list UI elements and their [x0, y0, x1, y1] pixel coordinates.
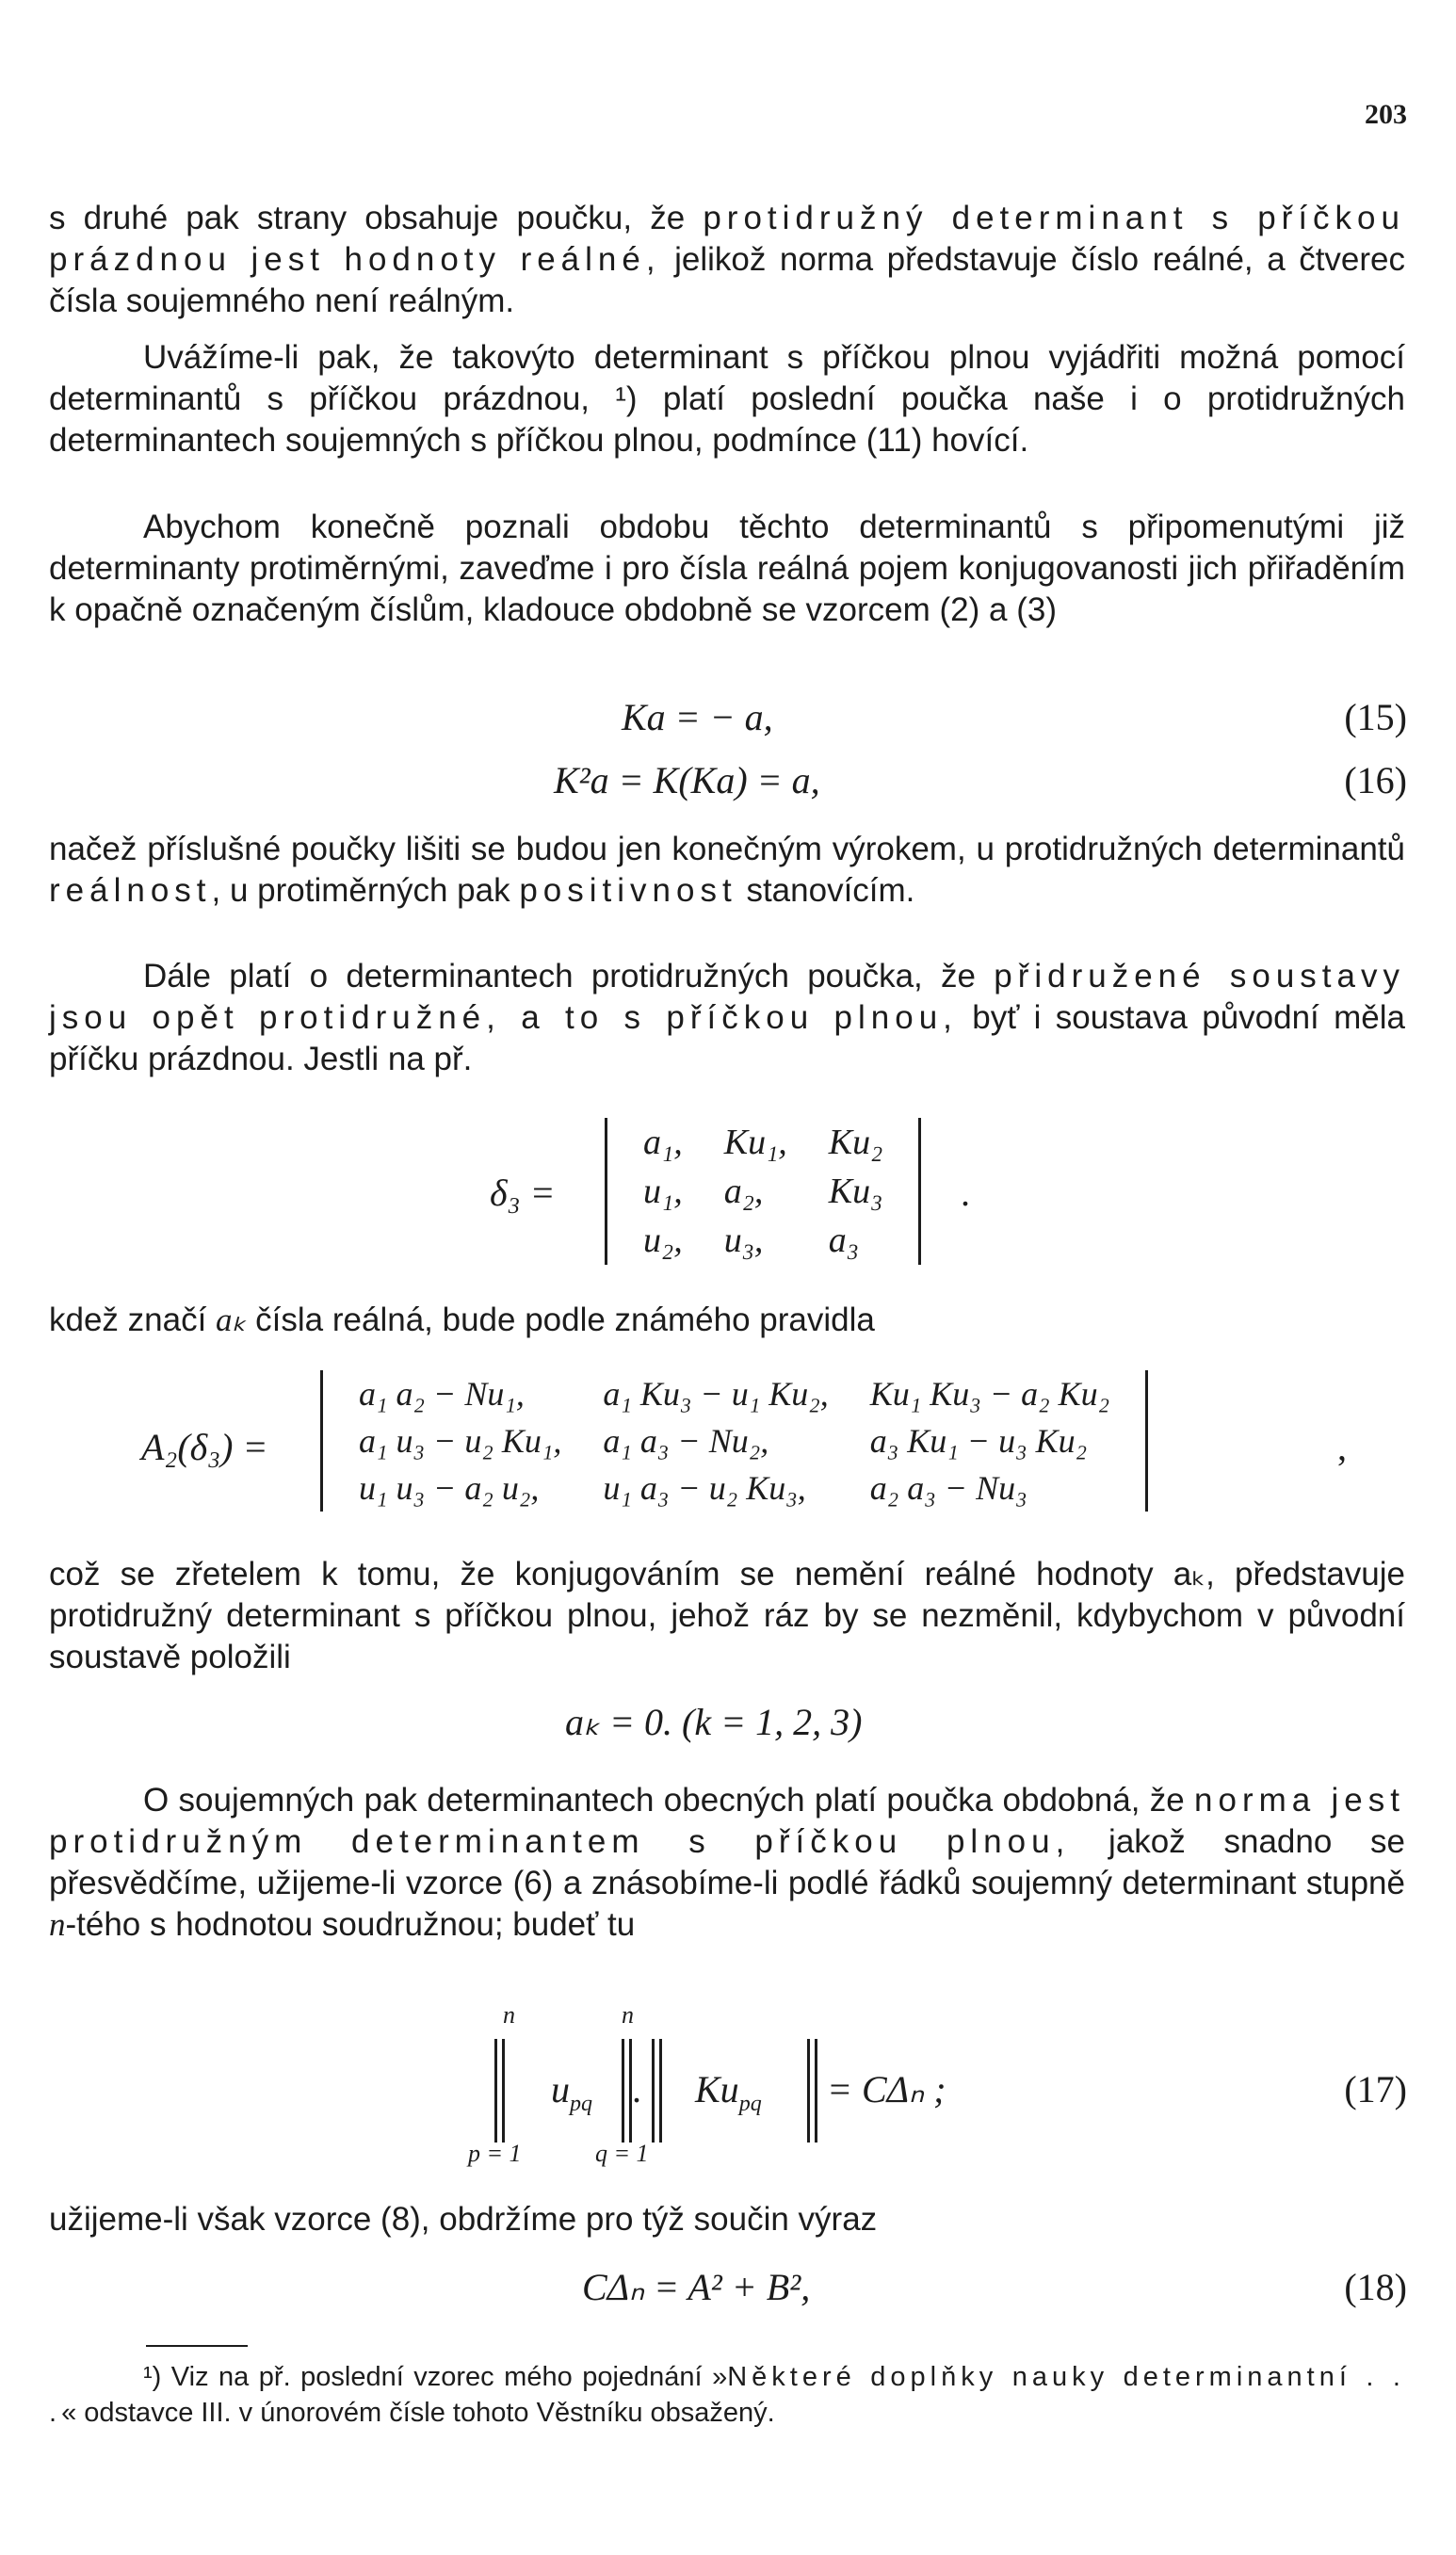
para5-spaced-emphasis: přidružené soustavy jsou opět protidružné, a to s příčkou plnou,: [49, 958, 1405, 1036]
para8-symbol-n: n: [49, 1906, 66, 1943]
paragraph-7: [49, 1554, 1405, 1678]
eq17-lower-2: q = 1: [595, 2140, 649, 2167]
det2-cell: u₁ a₃ − u₂ Ku₃,: [603, 1469, 806, 1507]
eq17-inner-1-sub: pq: [570, 2092, 592, 2116]
det2-cell: u₁ u₃ − a₂ u₂,: [359, 1469, 540, 1507]
det2-cell: a₃ Ku₁ − u₃ Ku₂: [869, 1422, 1088, 1460]
para9-text: užijeme-li však vzorce (8), obdržíme pro týž součin výraz: [49, 2201, 878, 2238]
det1-cell: Ku₂: [828, 1123, 883, 1162]
paragraph-3: [49, 507, 1405, 631]
para2-text: Uvážíme-li pak, že takovýto determinant s příčkou plnou vyjádřiti možná pomocí determinantů s příčkou prázdnou, ¹) platí poslední poučka naše i o protidružných determinantech soujemných s příčkou plnou, podmínce (11) hovící.: [49, 339, 1405, 459]
equation-18: CΔₙ = A² + B²,: [582, 2266, 811, 2308]
footnote-rule: [146, 2345, 248, 2347]
para8-text-c: jakož snadno se přesvědčíme, užijeme-li vzorce (6) a znásobíme-li podlé řádků soujemný determinant stupně: [49, 1823, 1406, 1901]
det1-cell: a₂,: [723, 1172, 764, 1211]
det2-cell: a₁ Ku₃ − u₁ Ku₂,: [603, 1375, 829, 1413]
para7-text: což se zřetelem k tomu, že konjugováním se nemění reálné hodnoty aₖ, představuje protidružný determinant s příčkou plnou, jehož ráz by se nezměnil, kdybychom v původní soustavě položili: [49, 1556, 1405, 1675]
para4-text-e: stanovícím.: [736, 872, 915, 909]
paragraph-2: [49, 337, 1405, 461]
equation-16: K²a = K(Ka) = a,: [554, 759, 820, 801]
equation-18-number: (18): [1344, 2266, 1407, 2308]
det1-lhs: δ₃ =: [490, 1172, 556, 1214]
paragraph-4: [49, 829, 1405, 912]
det1-cell: Ku₃: [828, 1172, 883, 1211]
eq17-upper-2: n: [622, 2001, 634, 2029]
det2-row: [338, 1370, 1130, 1417]
para8-text-e: -tého s hodnotou soudružnou; budeť tu: [65, 1906, 636, 1943]
footnote: [49, 2359, 1405, 2431]
equation-17-number: (17): [1344, 2068, 1407, 2110]
eq17-dot: .: [632, 2068, 641, 2110]
eq17-lower-1: p = 1: [468, 2140, 522, 2167]
para4-spaced-positivnost: positivnost: [519, 872, 737, 909]
eq17-inner-1-base: u: [551, 2068, 570, 2110]
det1-cell: a₁,: [643, 1123, 683, 1162]
footnote-text-c: « odstavce III. v únorovém čísle tohoto Věstníku obsažený.: [61, 2398, 775, 2428]
det2-cell: a₁ u₃ − u₂ Ku₁,: [359, 1422, 562, 1460]
footnote-spaced-title: Některé doplňky nauky determinantní . . .: [49, 2362, 1405, 2428]
eq17-rhs: = CΔₙ ;: [827, 2068, 946, 2110]
para6-text-c: čísla reálná, bude podle známého pravidla: [246, 1302, 875, 1338]
det1-cell: Ku₁,: [723, 1123, 787, 1162]
eq17-inner-1: [551, 2067, 592, 2117]
det1-row: [623, 1167, 903, 1216]
para1-text-a: s druhé pak strany obsahuje poučku, že: [49, 200, 704, 236]
eq17-upper-1: n: [503, 2001, 515, 2029]
equation-16-number: (16): [1344, 759, 1407, 801]
para6-text-a: kdež značí: [49, 1302, 217, 1338]
equation-15: Ka = − a,: [622, 696, 773, 738]
para5-text-a: Dále platí o determinantech protidružných poučka, že: [143, 958, 995, 995]
equation-ak: aₖ = 0. (k = 1, 2, 3): [565, 1701, 863, 1743]
det2-matrix: [320, 1370, 1148, 1512]
paragraph-8: [49, 1780, 1405, 1946]
det1-row: [623, 1216, 903, 1265]
eq17-inner-2: [695, 2067, 762, 2117]
det1-tail: .: [961, 1172, 970, 1214]
paragraph-1: [49, 198, 1405, 322]
det2-lhs: A₂(δ₃) =: [141, 1426, 268, 1468]
det2-row: [338, 1417, 1130, 1464]
para4-spaced-realnost: reálnost: [49, 872, 212, 909]
para8-spaced-emphasis: norma jest protidružným determinantem s příčkou plnou,: [49, 1782, 1405, 1860]
det1-cell: u₂,: [643, 1221, 683, 1260]
det1-cell: a₃: [828, 1221, 859, 1260]
paragraph-6: [49, 1300, 1405, 1341]
para5-text-c: byť i soustava původní měla příčku prázdnou. Jestli na př.: [49, 999, 1405, 1077]
det1-cell: u₃,: [723, 1221, 764, 1260]
det2-cell: Ku₁ Ku₃ − a₂ Ku₂: [869, 1375, 1110, 1413]
footnote-text-a: ¹) Viz na př. poslední vzorec mého pojednání »: [143, 2362, 728, 2392]
para4-text-c: , u protiměrných pak: [211, 872, 520, 909]
det1-matrix: [605, 1118, 921, 1265]
para4-text-a: načež příslušné poučky lišiti se budou jen konečným výrokem, u protidružných determinantů: [49, 831, 1405, 867]
det2-cell: a₂ a₃ − Nu₃: [869, 1469, 1027, 1507]
det2-tail: ,: [1337, 1426, 1347, 1468]
det2-row: [338, 1464, 1130, 1512]
paragraph-5: [49, 956, 1405, 1080]
para1-spaced-emphasis: protidružný determinant s příčkou prázdnou jest hodnoty reálné,: [49, 200, 1405, 278]
para8-text-a: O soujemných pak determinantech obecných platí poučka obdobná, že: [143, 1782, 1195, 1819]
paragraph-9: [49, 2199, 1405, 2240]
det2-cell: a₁ a₃ − Nu₂,: [603, 1422, 769, 1460]
det2-cell: a₁ a₂ − Nu₁,: [359, 1375, 525, 1413]
page-number: 203: [1365, 99, 1407, 130]
para6-symbol: aₖ: [216, 1302, 247, 1338]
equation-15-number: (15): [1344, 696, 1407, 738]
eq17-inner-2-base: Ku: [695, 2068, 739, 2110]
det1-row: [623, 1118, 903, 1167]
det1-cell: u₁,: [643, 1172, 683, 1211]
para1-text-c: jelikož norma představuje číslo reálné, a čtverec čísla soujemného není reálným.: [49, 241, 1405, 319]
para3-text: Abychom konečně poznali obdobu těchto determinantů s připomenutými již determinanty protiměrnými, zaveďme i pro čísla reálná pojem konjugovanosti jich přiřaděním k opačně označeným číslům, kladouce obdobně se vzorcem (2) a (3): [49, 509, 1405, 628]
eq17-inner-2-sub: pq: [738, 2092, 762, 2116]
